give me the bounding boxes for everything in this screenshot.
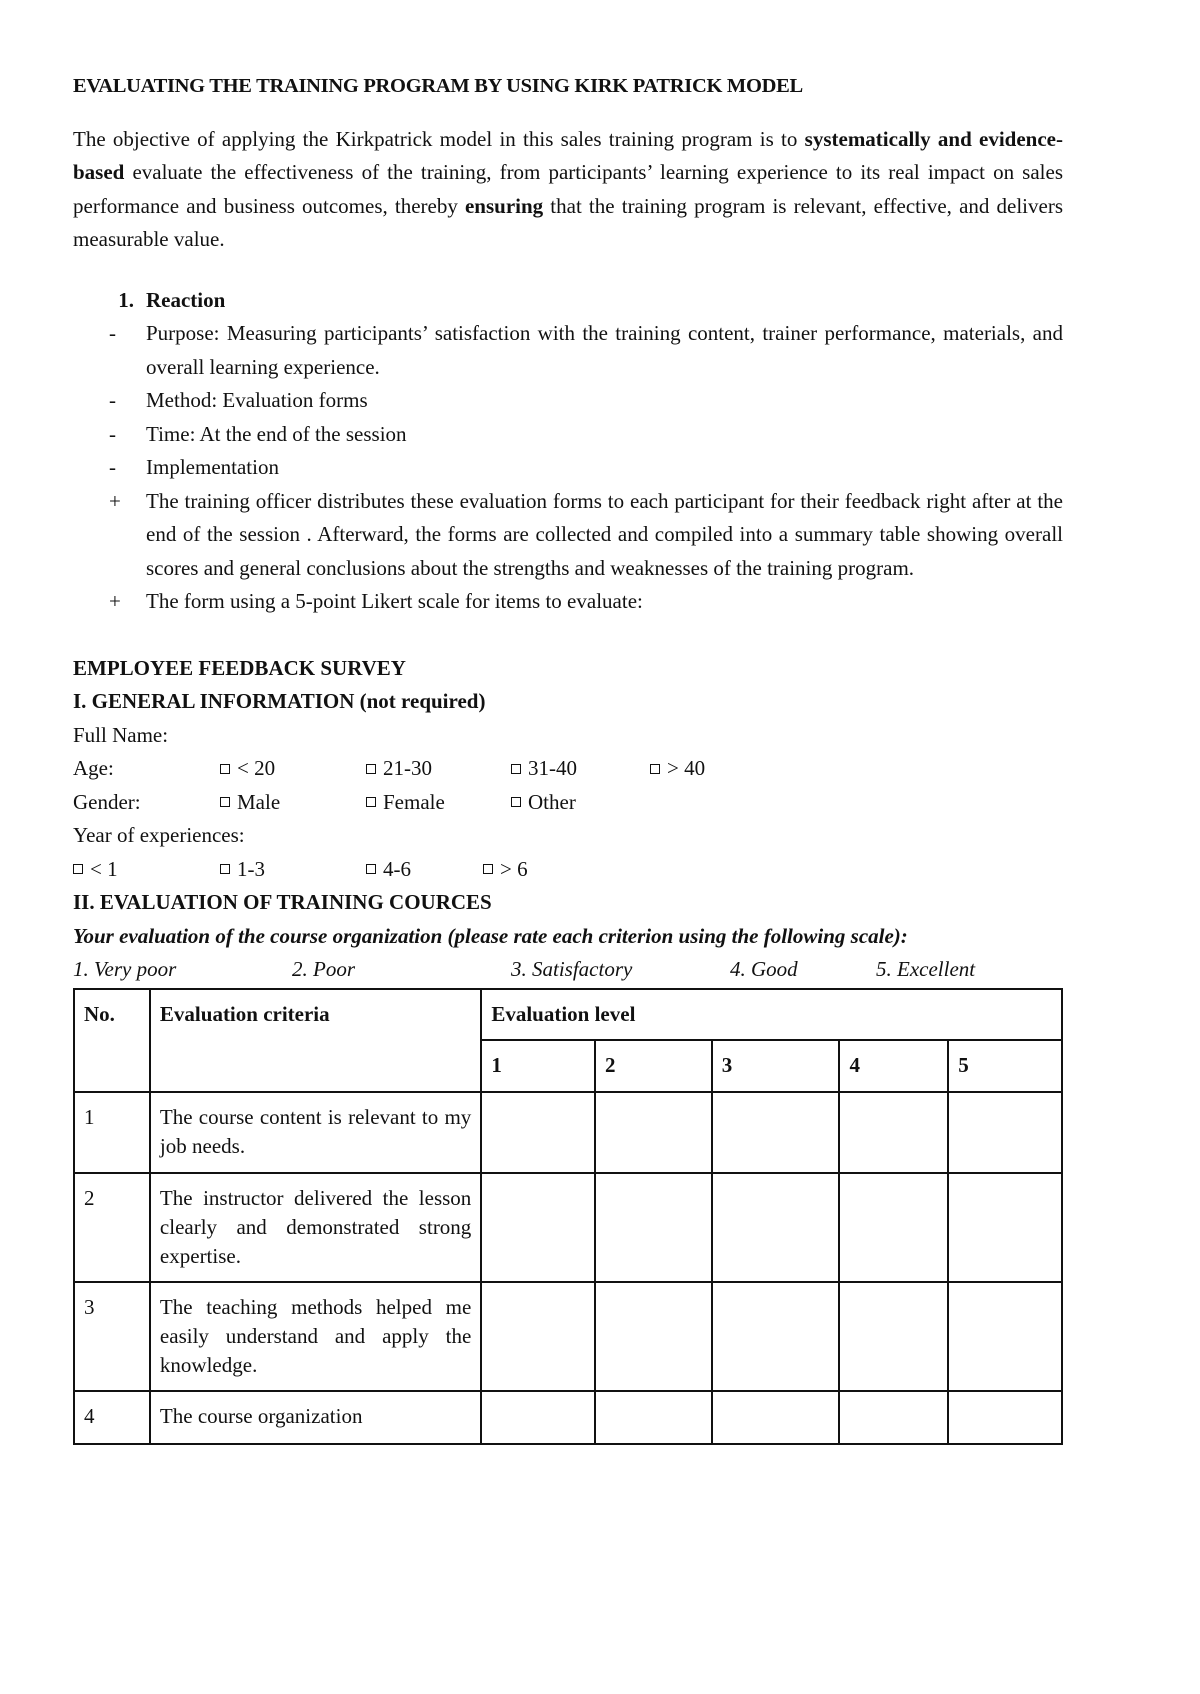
row-criteria: The teaching methods helped me easily understand and apply the knowledge. <box>150 1282 481 1391</box>
rating-cell[interactable] <box>712 1282 840 1391</box>
age-option[interactable] <box>366 752 511 786</box>
header-no: No. <box>74 989 150 1092</box>
list-item <box>73 317 1063 384</box>
list-text: The form using a 5-point Likert scale for items to evaluate: <box>146 589 643 613</box>
checkbox-icon[interactable] <box>650 764 660 774</box>
list-marker: + <box>109 488 121 513</box>
experience-option-label: 4-6 <box>383 856 411 881</box>
list-item <box>73 418 1063 452</box>
rating-cell[interactable] <box>712 1391 840 1444</box>
table-row <box>74 1391 1062 1444</box>
rating-cell[interactable] <box>948 1092 1062 1173</box>
rating-cell[interactable] <box>481 1391 595 1444</box>
rating-cell[interactable] <box>595 1173 712 1282</box>
rating-cell[interactable] <box>712 1173 840 1282</box>
row-number: 4 <box>74 1391 150 1444</box>
section-reaction-heading <box>73 284 1063 318</box>
list-item <box>73 585 1063 619</box>
experience-option-label: 1-3 <box>237 856 265 881</box>
age-option[interactable] <box>220 752 366 786</box>
gender-label: Gender: <box>73 789 141 814</box>
reaction-list <box>73 317 1063 619</box>
row-number: 2 <box>74 1173 150 1282</box>
experience-option[interactable] <box>366 853 483 887</box>
section-title: Reaction <box>146 287 226 312</box>
section-number: 1. <box>118 287 134 312</box>
list-marker: + <box>109 589 121 613</box>
level-header: 1 <box>481 1040 595 1092</box>
rating-cell[interactable] <box>595 1391 712 1444</box>
age-option[interactable] <box>650 752 705 786</box>
list-marker: - <box>109 455 116 479</box>
checkbox-icon[interactable] <box>366 797 376 807</box>
experience-option[interactable] <box>483 853 528 887</box>
experience-label: Year of experiences: <box>73 823 245 847</box>
scale-item: 2. Poor <box>292 957 355 981</box>
rating-cell[interactable] <box>481 1282 595 1391</box>
table-row <box>74 1092 1062 1173</box>
age-row <box>73 752 1063 786</box>
age-option-label: 21-30 <box>383 756 432 780</box>
table-header-row <box>74 989 1062 1040</box>
rating-cell[interactable] <box>948 1391 1062 1444</box>
age-option[interactable] <box>511 752 650 786</box>
list-item <box>73 485 1063 586</box>
level-header: 4 <box>839 1040 948 1092</box>
checkbox-icon[interactable] <box>73 864 83 874</box>
scale-item: 3. Satisfactory <box>511 957 633 981</box>
checkbox-icon[interactable] <box>220 864 230 874</box>
checkbox-icon[interactable] <box>511 797 521 807</box>
list-marker: - <box>109 388 116 412</box>
scale-item: 5. Excellent <box>876 957 976 981</box>
list-text: The training officer distributes these evaluation forms to each participant for their feedback right after at the end of the session . Afterward, the forms are collected and compiled into a summary table showing overall scores and general conclusions about the strengths and weaknesses of the training program. <box>146 488 1063 580</box>
rating-cell[interactable] <box>839 1282 948 1391</box>
checkbox-icon[interactable] <box>220 764 230 774</box>
gender-option-label: Male <box>237 789 281 814</box>
evaluation-heading: II. EVALUATION OF TRAINING COURCES <box>73 890 492 914</box>
rating-cell[interactable] <box>712 1092 840 1173</box>
rating-cell[interactable] <box>839 1092 948 1173</box>
list-text: Purpose: Measuring participants’ satisfaction with the training content, trainer performance, materials, and overall learning experience. <box>146 321 1063 379</box>
experience-row <box>73 853 1063 887</box>
experience-option[interactable] <box>220 853 366 887</box>
experience-option-label: > 6 <box>500 856 528 881</box>
row-criteria: The instructor delivered the lesson clearly and demonstrated strong expertise. <box>150 1173 481 1282</box>
gender-option-label: Other <box>528 789 576 814</box>
list-marker: - <box>109 321 116 345</box>
rating-cell[interactable] <box>948 1173 1062 1282</box>
level-header: 2 <box>595 1040 712 1092</box>
gender-row <box>73 786 1063 820</box>
list-text: Method: Evaluation forms <box>146 388 368 412</box>
row-number: 3 <box>74 1282 150 1391</box>
checkbox-icon[interactable] <box>483 864 493 874</box>
gender-option[interactable] <box>366 786 511 820</box>
list-marker: - <box>109 421 116 446</box>
level-header: 5 <box>948 1040 1062 1092</box>
age-label: Age: <box>73 756 114 780</box>
evaluation-table <box>73 988 1063 1445</box>
experience-option-label: < 1 <box>90 856 118 881</box>
intro-paragraph <box>73 123 1063 257</box>
full-name-label: Full Name: <box>73 722 169 747</box>
rating-cell[interactable] <box>595 1282 712 1391</box>
header-level: Evaluation level <box>481 989 1062 1040</box>
list-item <box>73 384 1063 418</box>
scale-item: 4. Good <box>730 957 798 981</box>
row-criteria: The course organization <box>150 1391 481 1444</box>
header-criteria: Evaluation criteria <box>150 989 481 1092</box>
rating-cell[interactable] <box>948 1282 1062 1391</box>
gender-option-label: Female <box>383 789 445 814</box>
rating-cell[interactable] <box>481 1173 595 1282</box>
age-option-label: > 40 <box>667 756 706 780</box>
gender-option[interactable] <box>220 786 366 820</box>
table-row <box>74 1173 1062 1282</box>
intro-text-1: The objective of applying the Kirkpatrick model in this sales training program is to <box>73 126 805 151</box>
age-option-label: 31-40 <box>528 756 577 780</box>
document-page <box>73 70 1063 1445</box>
rating-cell[interactable] <box>481 1092 595 1173</box>
experience-option[interactable] <box>73 853 220 887</box>
gender-option[interactable] <box>511 786 576 820</box>
table-row <box>74 1282 1062 1391</box>
checkbox-icon[interactable] <box>511 764 521 774</box>
rating-cell[interactable] <box>839 1173 948 1282</box>
row-criteria: The course content is relevant to my job needs. <box>150 1092 481 1173</box>
level-header: 3 <box>712 1040 840 1092</box>
checkbox-icon[interactable] <box>366 864 376 874</box>
intro-text-2: evaluate the effectiveness of the training, from participants’ learning experience to its real impact on sales performance and business outcomes, thereby <box>73 160 1063 218</box>
rating-scale <box>73 953 1063 987</box>
intro-text-3: that the training program is relevant, effective, and delivers measurable value. <box>73 193 1063 251</box>
row-number: 1 <box>74 1092 150 1173</box>
rating-cell[interactable] <box>595 1092 712 1173</box>
rating-cell[interactable] <box>839 1391 948 1444</box>
list-item <box>73 451 1063 485</box>
checkbox-icon[interactable] <box>220 797 230 807</box>
list-text: Implementation <box>146 455 279 479</box>
document-title: EVALUATING THE TRAINING PROGRAM BY USING KIRK PATRICK MODEL <box>73 75 803 97</box>
age-option-label: < 20 <box>237 756 276 780</box>
survey-title: EMPLOYEE FEEDBACK SURVEY <box>73 655 406 680</box>
checkbox-icon[interactable] <box>366 764 376 774</box>
general-info-heading: I. GENERAL INFORMATION (not required) <box>73 689 486 713</box>
intro-bold-2: ensuring <box>464 193 544 218</box>
evaluation-instruction: Your evaluation of the course organization (please rate each criterion using the following scale): <box>73 923 908 948</box>
feedback-survey <box>73 652 1063 1445</box>
scale-item: 1. Very poor <box>73 957 177 981</box>
list-text: Time: At the end of the session <box>146 421 407 446</box>
intro-bold-1: systematically and evidence-based <box>73 126 1063 184</box>
